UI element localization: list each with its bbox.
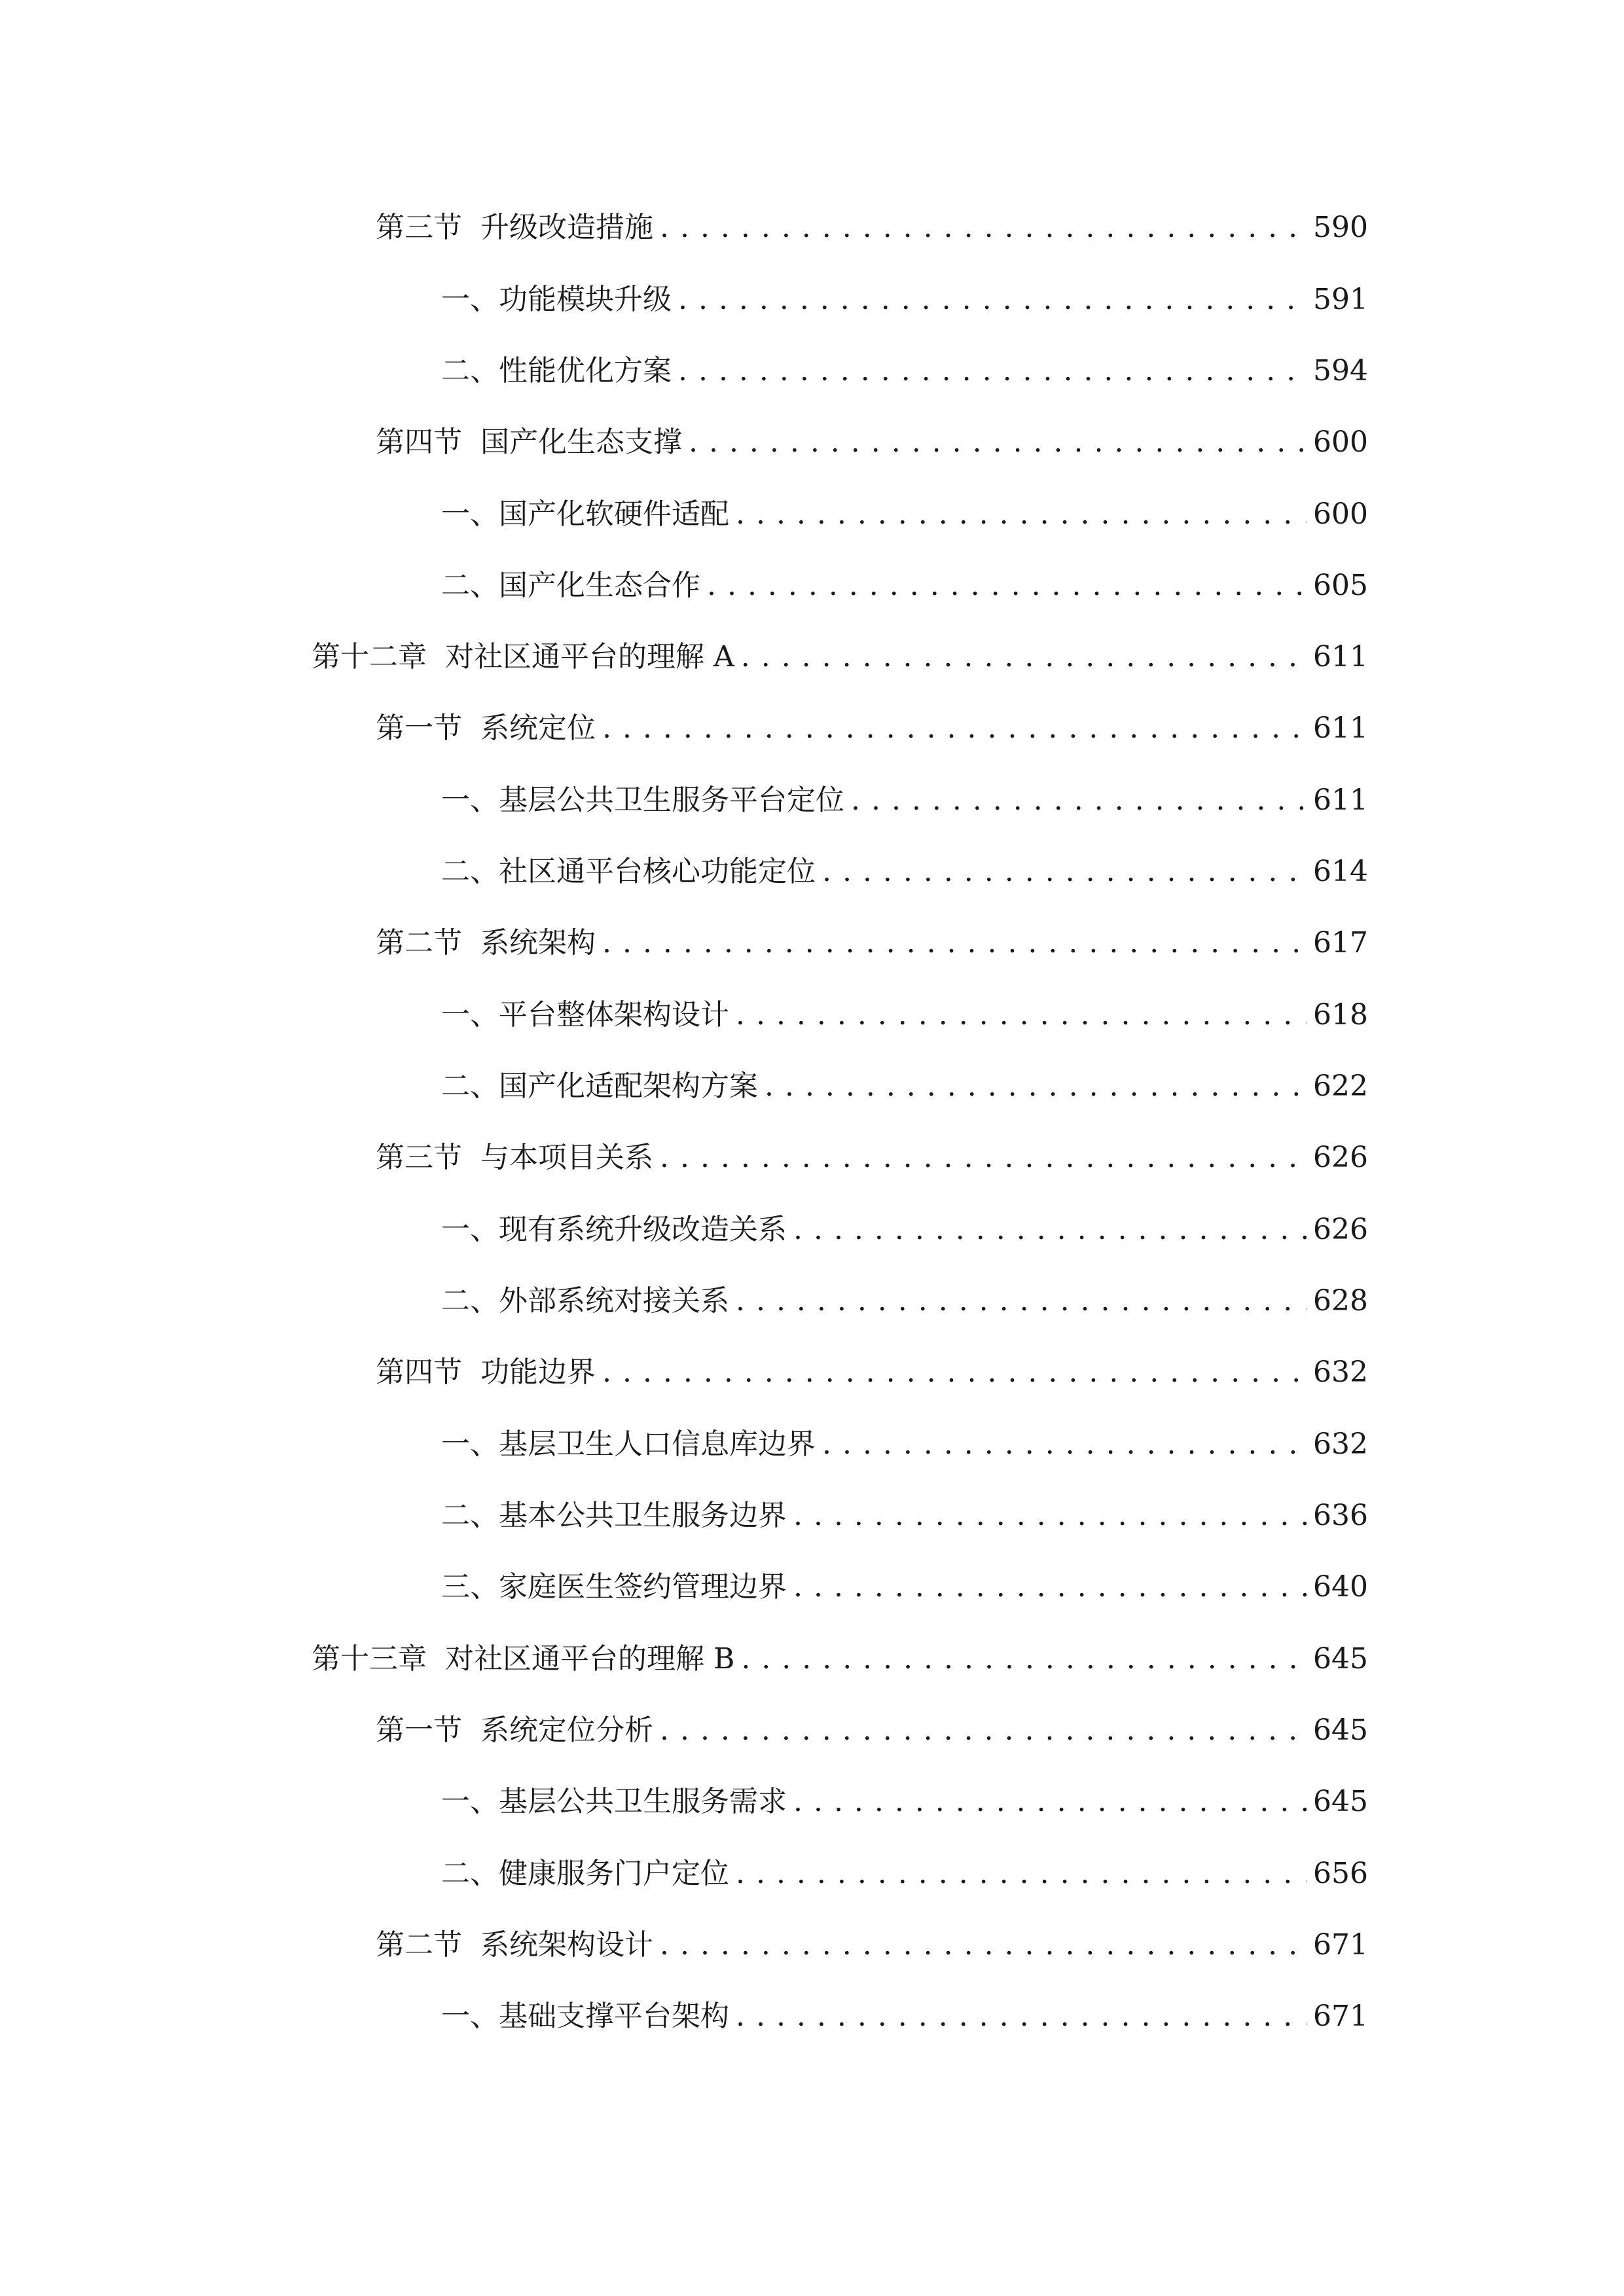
toc-title: 基础支撑平台架构 xyxy=(499,2000,729,2033)
toc-page-number: 645 xyxy=(1313,1642,1368,1676)
toc-title: 系统架构设计 xyxy=(480,1928,653,1962)
toc-marker: 一、 xyxy=(441,1785,499,1818)
toc-entry-item[interactable] xyxy=(441,989,1368,1041)
toc-marker: 一、 xyxy=(441,2000,499,2033)
toc-title: 功能模块升级 xyxy=(499,283,672,316)
dot-leader xyxy=(736,1848,1307,1900)
toc-entry-section[interactable] xyxy=(376,1704,1368,1757)
dot-leader xyxy=(822,1418,1307,1471)
dot-leader xyxy=(793,1204,1307,1256)
toc-title: 系统定位分析 xyxy=(480,1713,653,1747)
toc-marker: 二、 xyxy=(441,855,499,888)
toc-page-number: 600 xyxy=(1313,497,1368,531)
toc-entry-item[interactable] xyxy=(441,274,1368,326)
dot-leader xyxy=(707,560,1307,612)
toc-marker: 第十二章 xyxy=(312,640,427,673)
toc-page-number: 656 xyxy=(1313,1857,1368,1890)
toc-entry-section[interactable] xyxy=(376,917,1368,969)
dot-leader xyxy=(602,1346,1307,1399)
toc-page-number: 611 xyxy=(1313,711,1368,745)
toc-entry-section[interactable] xyxy=(376,1132,1368,1184)
toc-page-number: 645 xyxy=(1313,1713,1368,1747)
toc-title: 与本项目关系 xyxy=(480,1141,653,1174)
toc-marker: 二、 xyxy=(441,354,499,387)
toc-title: 现有系统升级改造关系 xyxy=(499,1213,787,1246)
toc-page-number: 594 xyxy=(1313,354,1368,387)
toc-title: 健康服务门户定位 xyxy=(499,1857,729,1890)
toc-marker: 一、 xyxy=(441,1213,499,1246)
toc-page-number: 632 xyxy=(1313,1427,1368,1461)
toc-page-number: 618 xyxy=(1313,998,1368,1031)
toc-marker: 第三节 xyxy=(376,1141,462,1174)
toc-page-number: 600 xyxy=(1313,425,1368,459)
dot-leader xyxy=(793,1490,1307,1542)
toc-entry-item[interactable] xyxy=(441,1204,1368,1256)
toc-title: 系统定位 xyxy=(480,711,596,745)
dot-leader xyxy=(660,1132,1307,1184)
toc-marker: 二、 xyxy=(441,1069,499,1103)
toc-marker: 二、 xyxy=(441,569,499,602)
dot-leader xyxy=(678,345,1307,397)
dot-leader xyxy=(602,917,1307,969)
toc-title: 国产化软硬件适配 xyxy=(499,497,729,531)
toc-page-number: 671 xyxy=(1313,1928,1368,1962)
dot-leader xyxy=(793,1776,1307,1828)
dot-leader xyxy=(660,1919,1307,1971)
toc-page-number: 605 xyxy=(1313,569,1368,602)
toc-title: 家庭医生签约管理边界 xyxy=(499,1570,787,1604)
toc-entry-section[interactable] xyxy=(376,202,1368,254)
dot-leader xyxy=(736,488,1307,541)
toc-title: 对社区通平台的理解 B xyxy=(445,1642,735,1676)
toc-entry-section[interactable] xyxy=(376,416,1368,469)
dot-leader xyxy=(736,1990,1307,2043)
toc-entry-item[interactable] xyxy=(441,560,1368,612)
toc-entry-chapter[interactable] xyxy=(312,631,1368,683)
toc-page-number: 590 xyxy=(1313,211,1368,244)
toc-page-number: 645 xyxy=(1313,1785,1368,1818)
toc-title: 性能优化方案 xyxy=(499,354,672,387)
toc-marker: 第一节 xyxy=(376,711,462,745)
toc-title: 升级改造措施 xyxy=(480,211,653,244)
toc-entry-item[interactable] xyxy=(441,1776,1368,1828)
toc-entry-item[interactable] xyxy=(441,1490,1368,1542)
toc-marker: 第三节 xyxy=(376,211,462,244)
toc-marker: 三、 xyxy=(441,1570,499,1604)
toc-title: 国产化生态合作 xyxy=(499,569,700,602)
toc-page-number: 622 xyxy=(1313,1069,1368,1103)
dot-leader xyxy=(678,274,1307,326)
toc-marker: 第二节 xyxy=(376,926,462,960)
toc-page-number: 611 xyxy=(1313,783,1368,817)
toc-page-number: 671 xyxy=(1313,2000,1368,2033)
toc-entry-item[interactable] xyxy=(441,774,1368,827)
dot-leader xyxy=(602,702,1307,755)
dot-leader xyxy=(660,202,1307,254)
toc-title: 国产化适配架构方案 xyxy=(499,1069,758,1103)
toc-title: 平台整体架构设计 xyxy=(499,998,729,1031)
toc-title: 基层公共卫生服务需求 xyxy=(499,1785,787,1818)
dot-leader xyxy=(851,774,1307,827)
dot-leader xyxy=(736,989,1307,1041)
toc-entry-item[interactable] xyxy=(441,345,1368,397)
toc-marker: 第十三章 xyxy=(312,1642,427,1676)
toc-marker: 一、 xyxy=(441,1427,499,1461)
toc-entry-chapter[interactable] xyxy=(312,1633,1368,1685)
toc-entry-section[interactable] xyxy=(376,1346,1368,1399)
toc-entry-section[interactable] xyxy=(376,702,1368,755)
toc-title: 基本公共卫生服务边界 xyxy=(499,1499,787,1532)
toc-page-number: 640 xyxy=(1313,1570,1368,1604)
toc-page-number: 636 xyxy=(1313,1499,1368,1532)
toc-entry-item[interactable] xyxy=(441,1561,1368,1613)
toc-page-number: 628 xyxy=(1313,1284,1368,1318)
toc-title: 对社区通平台的理解 A xyxy=(445,640,734,673)
toc-title: 系统架构 xyxy=(480,926,596,960)
toc-entry-item[interactable] xyxy=(441,846,1368,898)
dot-leader xyxy=(741,631,1307,683)
toc-marker: 一、 xyxy=(441,998,499,1031)
dot-leader xyxy=(689,416,1307,469)
toc-page-number: 632 xyxy=(1313,1355,1368,1389)
toc-page-number: 591 xyxy=(1313,283,1368,316)
dot-leader xyxy=(736,1275,1307,1327)
toc-entry-item[interactable] xyxy=(441,1418,1368,1471)
toc-title: 社区通平台核心功能定位 xyxy=(499,855,816,888)
toc-marker: 第一节 xyxy=(376,1713,462,1747)
toc-marker: 二、 xyxy=(441,1499,499,1532)
toc-title: 功能边界 xyxy=(480,1355,596,1389)
toc-page-number: 626 xyxy=(1313,1141,1368,1174)
toc-title: 国产化生态支撑 xyxy=(480,425,682,459)
dot-leader xyxy=(793,1561,1307,1613)
toc-page-number: 617 xyxy=(1313,926,1368,960)
toc-marker: 第二节 xyxy=(376,1928,462,1962)
toc-entry-item[interactable] xyxy=(441,1060,1368,1113)
toc-marker: 二、 xyxy=(441,1284,499,1318)
toc-marker: 二、 xyxy=(441,1857,499,1890)
toc-entry-section[interactable] xyxy=(376,1919,1368,1971)
toc-entry-item[interactable] xyxy=(441,488,1368,541)
toc-marker: 第四节 xyxy=(376,425,462,459)
toc-entry-item[interactable] xyxy=(441,1990,1368,2043)
dot-leader xyxy=(741,1633,1307,1685)
toc-entry-item[interactable] xyxy=(441,1275,1368,1327)
toc-marker: 一、 xyxy=(441,497,499,531)
toc-title: 外部系统对接关系 xyxy=(499,1284,729,1318)
toc-page-number: 626 xyxy=(1313,1213,1368,1246)
toc-entry-item[interactable] xyxy=(441,1848,1368,1900)
toc-marker: 一、 xyxy=(441,783,499,817)
dot-leader xyxy=(765,1060,1307,1113)
toc-marker: 一、 xyxy=(441,283,499,316)
dot-leader xyxy=(660,1704,1307,1757)
dot-leader xyxy=(822,846,1307,898)
toc-title: 基层公共卫生服务平台定位 xyxy=(499,783,844,817)
toc-page-number: 614 xyxy=(1313,855,1368,888)
toc-title: 基层卫生人口信息库边界 xyxy=(499,1427,816,1461)
toc-page-number: 611 xyxy=(1313,640,1368,673)
toc-marker: 第四节 xyxy=(376,1355,462,1389)
